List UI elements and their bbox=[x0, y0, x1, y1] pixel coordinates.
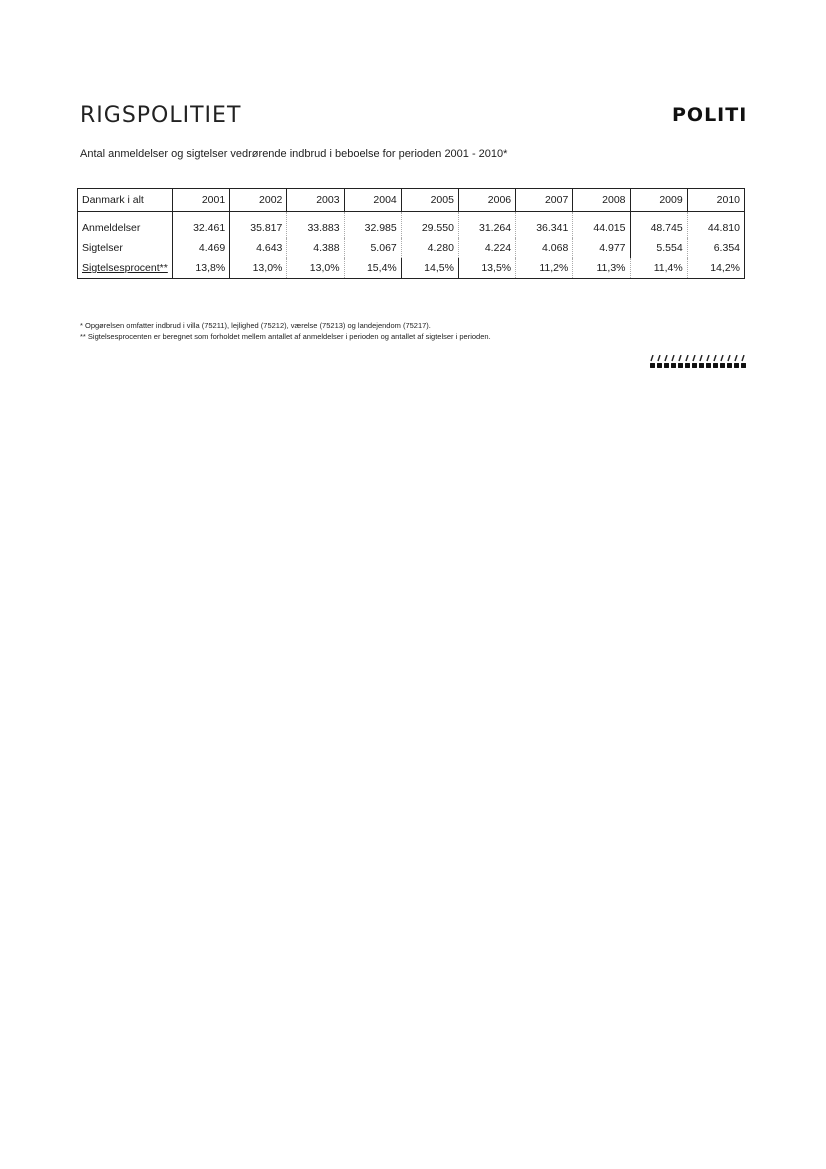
table-cell: 4.469 bbox=[173, 238, 230, 258]
row-label: Sigtelser bbox=[78, 238, 173, 258]
table-cell: 31.264 bbox=[458, 212, 515, 239]
row-label: Sigtelsesprocent** bbox=[78, 258, 173, 279]
year-header: 2009 bbox=[630, 189, 687, 212]
table-cell: 4.643 bbox=[230, 238, 287, 258]
table-cell: 32.985 bbox=[344, 212, 401, 239]
table-header-row bbox=[78, 189, 745, 212]
table-cell: 4.068 bbox=[516, 238, 573, 258]
corner-label: Danmark i alt bbox=[78, 189, 173, 212]
year-header: 2010 bbox=[687, 189, 744, 212]
table-cell: 11,2% bbox=[516, 258, 573, 279]
table-cell: 5.067 bbox=[344, 238, 401, 258]
table-cell: 11,3% bbox=[573, 258, 630, 279]
year-header: 2003 bbox=[287, 189, 344, 212]
year-header: 2004 bbox=[344, 189, 401, 212]
table-row-anmeldelser bbox=[78, 212, 745, 239]
table-cell: 4.977 bbox=[573, 238, 630, 258]
organization-title: RIGSPOLITIET bbox=[80, 103, 242, 128]
footnotes bbox=[80, 320, 491, 342]
table-cell: 33.883 bbox=[287, 212, 344, 239]
statistics-table bbox=[77, 188, 745, 279]
table-cell: 4.280 bbox=[401, 238, 458, 258]
table-cell: 14,2% bbox=[687, 258, 744, 279]
footnote: ** Sigtelsesprocenten er beregnet som forholdet mellem antallet af anmeldelser i perioden og antallet af sigtelser i perioden. bbox=[80, 332, 491, 341]
table-cell: 48.745 bbox=[630, 212, 687, 239]
year-header: 2007 bbox=[516, 189, 573, 212]
table-caption: Antal anmeldelser og sigtelser vedrørende indbrud i beboelse for perioden 2001 - 2010* bbox=[80, 148, 508, 160]
barcode-decoration bbox=[650, 355, 746, 369]
table-row-sigtelsesprocent bbox=[78, 258, 745, 279]
table-cell: 13,0% bbox=[287, 258, 344, 279]
table-cell: 5.554 bbox=[630, 238, 687, 258]
table-cell: 32.461 bbox=[173, 212, 230, 239]
barcode-marks bbox=[651, 355, 744, 361]
table-row-sigtelser bbox=[78, 238, 745, 258]
table-cell: 44.810 bbox=[687, 212, 744, 239]
footnote: * Opgørelsen omfatter indbrud i villa (75211), lejlighed (75212), værelse (75213) og landejendom (75217). bbox=[80, 321, 431, 330]
table-cell: 29.550 bbox=[401, 212, 458, 239]
table-cell: 13,5% bbox=[458, 258, 515, 279]
table-cell: 13,8% bbox=[173, 258, 230, 279]
table-cell: 36.341 bbox=[516, 212, 573, 239]
year-header: 2002 bbox=[230, 189, 287, 212]
row-label: Anmeldelser bbox=[78, 212, 173, 239]
table-cell: 4.388 bbox=[287, 238, 344, 258]
barcode-blocks bbox=[650, 363, 746, 368]
politi-logo: POLITI bbox=[672, 104, 748, 126]
table-cell: 35.817 bbox=[230, 212, 287, 239]
table-cell: 14,5% bbox=[401, 258, 458, 279]
table-cell: 6.354 bbox=[687, 238, 744, 258]
year-header: 2005 bbox=[401, 189, 458, 212]
table-cell: 15,4% bbox=[344, 258, 401, 279]
year-header: 2006 bbox=[458, 189, 515, 212]
table-cell: 11,4% bbox=[630, 258, 687, 279]
year-header: 2008 bbox=[573, 189, 630, 212]
year-header: 2001 bbox=[173, 189, 230, 212]
table-cell: 44.015 bbox=[573, 212, 630, 239]
table-cell: 4.224 bbox=[458, 238, 515, 258]
table-cell: 13,0% bbox=[230, 258, 287, 279]
